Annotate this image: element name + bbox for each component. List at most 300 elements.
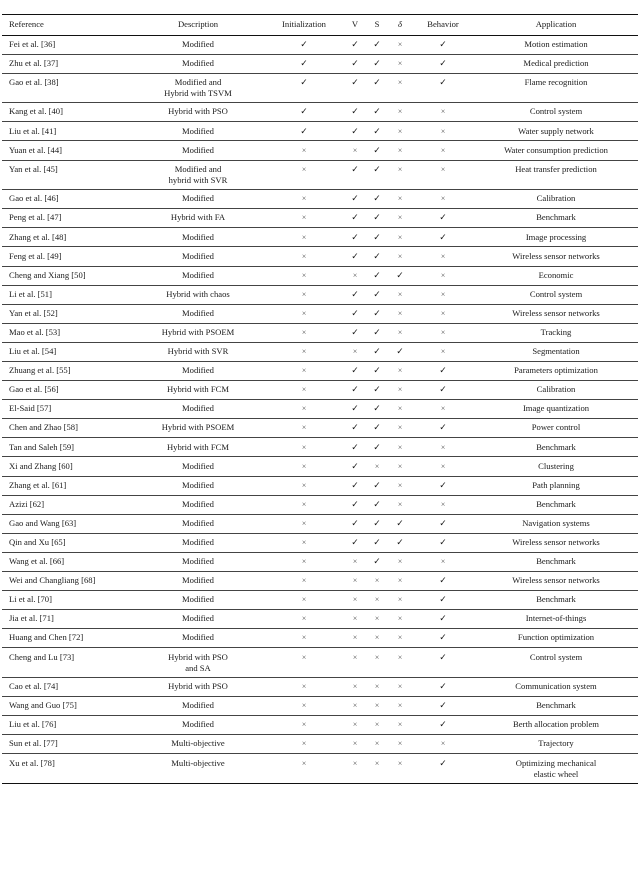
cell-v <box>344 35 366 54</box>
application-line-1: Benchmark <box>536 556 576 567</box>
application-text <box>474 305 638 323</box>
cell-application <box>474 54 638 73</box>
cell-behavior <box>412 103 474 122</box>
cell-v <box>344 419 366 438</box>
mark-v: × <box>352 633 358 643</box>
mark-initialization: × <box>301 652 307 662</box>
cell-delta-wrap <box>388 141 412 159</box>
cell-s <box>366 228 388 247</box>
cell-application <box>474 266 638 285</box>
cell-application <box>474 572 638 591</box>
reference-text: El-Said [57] <box>9 403 52 414</box>
cell-initialization-wrap <box>264 190 344 208</box>
application-text <box>474 438 638 456</box>
cell-s-wrap <box>366 55 388 73</box>
cell-reference <box>2 141 132 160</box>
cell-behavior <box>412 54 474 73</box>
mark-v: × <box>352 145 358 155</box>
table-body <box>2 35 638 784</box>
table-row[interactable] <box>2 610 638 629</box>
cell-description <box>132 304 264 323</box>
table-row[interactable] <box>2 591 638 610</box>
cell-s-wrap <box>366 74 388 92</box>
cell-delta-wrap <box>388 477 412 495</box>
cell-reference <box>2 103 132 122</box>
table-row[interactable] <box>2 648 638 678</box>
cell-initialization <box>264 103 344 122</box>
mark-initialization: × <box>301 164 307 174</box>
reference-text: Azizi [62] <box>9 498 45 509</box>
cell-delta <box>388 648 412 678</box>
mark-initialization: × <box>301 499 307 509</box>
mark-initialization: × <box>301 423 307 433</box>
cell-s <box>366 438 388 457</box>
cell-initialization <box>264 381 344 400</box>
mark-behavior: ✓ <box>439 517 447 528</box>
cell-behavior <box>412 629 474 648</box>
mark-initialization: ✓ <box>300 57 308 68</box>
reference-text: Zhuang et al. [55] <box>9 365 71 376</box>
description-line-1: Modified <box>182 365 214 376</box>
cell-delta-wrap <box>388 735 412 753</box>
cell-s-wrap <box>366 36 388 54</box>
application-line-1: Wireless sensor networks <box>512 250 600 261</box>
cell-v <box>344 141 366 160</box>
cell-initialization <box>264 591 344 610</box>
mark-s: ✓ <box>373 346 381 357</box>
cell-delta <box>388 73 412 103</box>
mark-v: ✓ <box>351 307 359 318</box>
table-row[interactable] <box>2 342 638 361</box>
mark-initialization: × <box>301 251 307 261</box>
description-line-1: Modified <box>182 479 214 490</box>
cell-reference <box>2 304 132 323</box>
cell-s-wrap <box>366 553 388 571</box>
cell-reference <box>2 754 132 784</box>
cell-description <box>132 342 264 361</box>
mark-v: ✓ <box>351 422 359 433</box>
cell-delta <box>388 677 412 696</box>
mark-delta: × <box>397 404 403 414</box>
cell-delta <box>388 533 412 552</box>
cell-description <box>132 190 264 209</box>
cell-behavior <box>412 400 474 419</box>
mark-delta: × <box>397 194 403 204</box>
mark-s: × <box>374 633 380 643</box>
mark-delta: × <box>397 213 403 223</box>
reference-text: Yan et al. [45] <box>9 163 58 174</box>
mark-behavior: ✓ <box>439 479 447 490</box>
application-text <box>474 477 638 495</box>
reference-text: Feng et al. [49] <box>9 250 62 261</box>
description-line-1: Hybrid with FCM <box>166 441 230 452</box>
table-row[interactable] <box>2 122 638 141</box>
cell-initialization <box>264 495 344 514</box>
cell-initialization-wrap <box>264 438 344 456</box>
cell-initialization <box>264 400 344 419</box>
mark-delta: ✓ <box>396 517 404 528</box>
mark-delta: × <box>397 652 403 662</box>
cell-application <box>474 610 638 629</box>
cell-v-wrap <box>344 228 366 246</box>
mark-behavior: ✓ <box>439 757 447 768</box>
col-header-delta-label: δ <box>398 19 402 29</box>
description-text <box>132 55 264 73</box>
application-line-2: elastic wheel <box>533 768 579 779</box>
cell-s <box>366 572 388 591</box>
mark-behavior: × <box>440 194 446 204</box>
mark-behavior: ✓ <box>439 575 447 586</box>
description-line-1: Modified <box>182 498 214 509</box>
mark-delta: × <box>397 423 403 433</box>
table-row[interactable] <box>2 266 638 285</box>
cell-s-wrap <box>366 324 388 342</box>
cell-initialization-wrap <box>264 305 344 323</box>
cell-behavior-wrap <box>412 716 474 734</box>
reference-text: Li et al. [51] <box>9 288 52 299</box>
cell-delta-wrap <box>388 591 412 609</box>
mark-v: ✓ <box>351 250 359 261</box>
mark-behavior: ✓ <box>439 594 447 605</box>
table-caption <box>0 0 640 14</box>
cell-delta <box>388 495 412 514</box>
table-row[interactable] <box>2 54 638 73</box>
cell-application <box>474 247 638 266</box>
col-header-behavior <box>412 15 474 36</box>
table-row[interactable] <box>2 141 638 160</box>
mark-initialization: × <box>301 538 307 547</box>
table-row[interactable] <box>2 73 638 103</box>
cell-initialization-wrap <box>264 103 344 121</box>
cell-v-wrap <box>344 534 366 552</box>
cell-behavior-wrap <box>412 286 474 304</box>
cell-description <box>132 552 264 571</box>
cell-reference <box>2 35 132 54</box>
cell-behavior-wrap <box>412 678 474 696</box>
application-text <box>474 324 638 342</box>
application-line-1: Path planning <box>532 479 580 490</box>
table-row[interactable] <box>2 419 638 438</box>
cell-initialization <box>264 735 344 754</box>
application-text <box>474 74 638 92</box>
cell-application <box>474 285 638 304</box>
cell-initialization-wrap <box>264 610 344 628</box>
description-line-1: Modified <box>182 575 214 586</box>
cell-s <box>366 495 388 514</box>
cell-delta <box>388 103 412 122</box>
cell-initialization <box>264 610 344 629</box>
table-row[interactable] <box>2 476 638 495</box>
cell-delta <box>388 381 412 400</box>
cell-delta <box>388 476 412 495</box>
table-row[interactable] <box>2 103 638 122</box>
cell-delta <box>388 438 412 457</box>
cell-delta-wrap <box>388 286 412 304</box>
mark-initialization: × <box>301 145 307 155</box>
reference-text: Gao et al. [46] <box>9 193 59 204</box>
application-line-1: Clustering <box>538 460 574 471</box>
table-row[interactable] <box>2 754 638 784</box>
cell-application <box>474 697 638 716</box>
cell-reference <box>2 629 132 648</box>
mark-v: × <box>352 270 358 280</box>
cell-v-wrap <box>344 161 366 179</box>
cell-v-wrap <box>344 55 366 73</box>
mark-delta: × <box>397 758 403 768</box>
cell-delta-wrap <box>388 228 412 246</box>
cell-s <box>366 35 388 54</box>
table-row[interactable] <box>2 35 638 54</box>
application-line-1: Benchmark <box>536 441 576 452</box>
table-row[interactable] <box>2 495 638 514</box>
cell-s-wrap <box>366 629 388 647</box>
cell-v <box>344 533 366 552</box>
mark-v: × <box>352 652 358 662</box>
cell-delta <box>388 361 412 380</box>
cell-v-wrap <box>344 629 366 647</box>
mark-delta: × <box>397 366 403 376</box>
mark-initialization: × <box>301 327 307 337</box>
mark-s: ✓ <box>373 76 381 87</box>
cell-delta <box>388 400 412 419</box>
table-row[interactable] <box>2 697 638 716</box>
description-text <box>132 103 264 121</box>
description-line-1: Modified and <box>174 76 222 87</box>
table-row[interactable] <box>2 190 638 209</box>
description-text <box>132 754 264 772</box>
cell-reference <box>2 266 132 285</box>
table-row[interactable] <box>2 514 638 533</box>
description-text <box>132 629 264 647</box>
cell-reference <box>2 716 132 735</box>
cell-description <box>132 228 264 247</box>
mark-behavior: × <box>440 107 446 117</box>
table-row[interactable] <box>2 552 638 571</box>
cell-description <box>132 572 264 591</box>
application-line-1: Water consumption prediction <box>504 144 608 155</box>
mark-v: × <box>352 557 358 567</box>
table-row[interactable] <box>2 381 638 400</box>
cell-initialization <box>264 754 344 784</box>
cell-s <box>366 419 388 438</box>
application-line-1: Benchmark <box>536 212 576 223</box>
cell-behavior-wrap <box>412 324 474 342</box>
description-line-1: Hybrid with SVR <box>167 346 229 357</box>
description-text <box>132 305 264 323</box>
col-header-v <box>344 15 366 36</box>
cell-behavior <box>412 247 474 266</box>
cell-initialization <box>264 457 344 476</box>
cell-v-wrap <box>344 591 366 609</box>
table-row[interactable] <box>2 285 638 304</box>
cell-initialization <box>264 54 344 73</box>
table-row[interactable] <box>2 323 638 342</box>
mark-s: × <box>374 595 380 605</box>
table-row[interactable] <box>2 533 638 552</box>
cell-initialization <box>264 361 344 380</box>
cell-v-wrap <box>344 419 366 437</box>
application-line-1: Communication system <box>515 681 597 692</box>
cell-delta <box>388 141 412 160</box>
table-row[interactable] <box>2 735 638 754</box>
table-row[interactable] <box>2 304 638 323</box>
cell-delta <box>388 591 412 610</box>
cell-description <box>132 533 264 552</box>
cell-application <box>474 552 638 571</box>
mark-s: ✓ <box>373 384 381 395</box>
cell-reference <box>2 610 132 629</box>
application-line-1: Heat transfer prediction <box>515 163 597 174</box>
cell-s-wrap <box>366 496 388 514</box>
cell-v-wrap <box>344 754 366 772</box>
description-text <box>132 161 264 190</box>
cell-behavior <box>412 304 474 323</box>
cell-s-wrap <box>366 103 388 121</box>
cell-application <box>474 716 638 735</box>
cell-delta-wrap <box>388 362 412 380</box>
cell-delta <box>388 190 412 209</box>
application-text <box>474 55 638 73</box>
mark-v: ✓ <box>351 231 359 242</box>
cell-reference <box>2 476 132 495</box>
tlbo-summary-table <box>2 14 638 784</box>
cell-reference <box>2 400 132 419</box>
cell-delta <box>388 54 412 73</box>
mark-initialization: × <box>301 595 307 605</box>
table-bottom-rule <box>2 783 638 784</box>
table-row[interactable] <box>2 438 638 457</box>
cell-v <box>344 304 366 323</box>
table-row[interactable] <box>2 716 638 735</box>
table-row[interactable] <box>2 400 638 419</box>
cell-s <box>366 160 388 190</box>
cell-behavior <box>412 735 474 754</box>
description-line-1: Multi-objective <box>171 738 225 749</box>
cell-initialization <box>264 160 344 190</box>
application-text <box>474 267 638 285</box>
cell-initialization-wrap <box>264 716 344 734</box>
cell-behavior-wrap <box>412 122 474 140</box>
mark-v: ✓ <box>351 498 359 509</box>
table-row[interactable] <box>2 457 638 476</box>
cell-initialization <box>264 476 344 495</box>
cell-delta <box>388 228 412 247</box>
table-row[interactable] <box>2 247 638 266</box>
cell-reference <box>2 735 132 754</box>
cell-application <box>474 438 638 457</box>
cell-s-wrap <box>366 400 388 418</box>
mark-s: ✓ <box>373 250 381 261</box>
mark-delta: × <box>397 576 403 586</box>
col-header-initialization-label: Initialization <box>282 19 326 29</box>
cell-reference <box>2 697 132 716</box>
mark-delta: × <box>397 145 403 155</box>
reference-text: Gao et al. [56] <box>9 384 59 395</box>
cell-s <box>366 190 388 209</box>
cell-description <box>132 209 264 228</box>
cell-s-wrap <box>366 122 388 140</box>
cell-delta <box>388 209 412 228</box>
cell-s <box>366 73 388 103</box>
description-text <box>132 572 264 590</box>
mark-behavior: ✓ <box>439 384 447 395</box>
application-line-1: Medical prediction <box>523 57 589 68</box>
mark-behavior: × <box>440 442 446 452</box>
cell-v-wrap <box>344 400 366 418</box>
cell-behavior-wrap <box>412 400 474 418</box>
cell-application <box>474 342 638 361</box>
description-line-1: Modified <box>182 307 214 318</box>
cell-application <box>474 754 638 784</box>
table-row[interactable] <box>2 629 638 648</box>
cell-delta-wrap <box>388 438 412 456</box>
description-text <box>132 610 264 628</box>
cell-behavior-wrap <box>412 477 474 495</box>
cell-s <box>366 400 388 419</box>
cell-description <box>132 35 264 54</box>
cell-v <box>344 677 366 696</box>
cell-initialization-wrap <box>264 629 344 647</box>
cell-initialization <box>264 552 344 571</box>
application-text <box>474 457 638 475</box>
cell-initialization-wrap <box>264 286 344 304</box>
cell-initialization <box>264 122 344 141</box>
cell-behavior-wrap <box>412 36 474 54</box>
mark-initialization: × <box>301 232 307 242</box>
table-row[interactable] <box>2 160 638 190</box>
cell-behavior <box>412 457 474 476</box>
mark-s: × <box>374 614 380 624</box>
description-text <box>132 477 264 495</box>
cell-s <box>366 514 388 533</box>
cell-v-wrap <box>344 36 366 54</box>
cell-v <box>344 323 366 342</box>
cell-application <box>474 400 638 419</box>
cell-initialization-wrap <box>264 457 344 475</box>
cell-s <box>366 533 388 552</box>
cell-delta <box>388 629 412 648</box>
description-line-1: Modified <box>182 537 214 547</box>
cell-s-wrap <box>366 343 388 361</box>
cell-delta-wrap <box>388 629 412 647</box>
cell-behavior-wrap <box>412 457 474 475</box>
cell-behavior-wrap <box>412 515 474 533</box>
table-row[interactable] <box>2 677 638 696</box>
cell-v <box>344 438 366 457</box>
mark-v: ✓ <box>351 365 359 376</box>
description-line-1: Modified <box>182 613 214 624</box>
description-line-1: Hybrid with PSOEM <box>161 326 235 337</box>
table-row[interactable] <box>2 228 638 247</box>
cell-s-wrap <box>366 141 388 159</box>
cell-behavior <box>412 361 474 380</box>
table-row[interactable] <box>2 361 638 380</box>
mark-delta: × <box>397 77 403 87</box>
application-line-1: Function optimization <box>517 632 595 643</box>
cell-v <box>344 495 366 514</box>
mark-delta: × <box>397 385 403 395</box>
cell-reference <box>2 228 132 247</box>
table-row[interactable] <box>2 209 638 228</box>
table-row[interactable] <box>2 572 638 591</box>
application-text <box>474 161 638 179</box>
mark-behavior: ✓ <box>439 651 447 662</box>
mark-v: × <box>352 595 358 605</box>
col-header-initialization <box>264 15 344 36</box>
cell-s <box>366 476 388 495</box>
cell-initialization <box>264 35 344 54</box>
cell-v-wrap <box>344 267 366 285</box>
